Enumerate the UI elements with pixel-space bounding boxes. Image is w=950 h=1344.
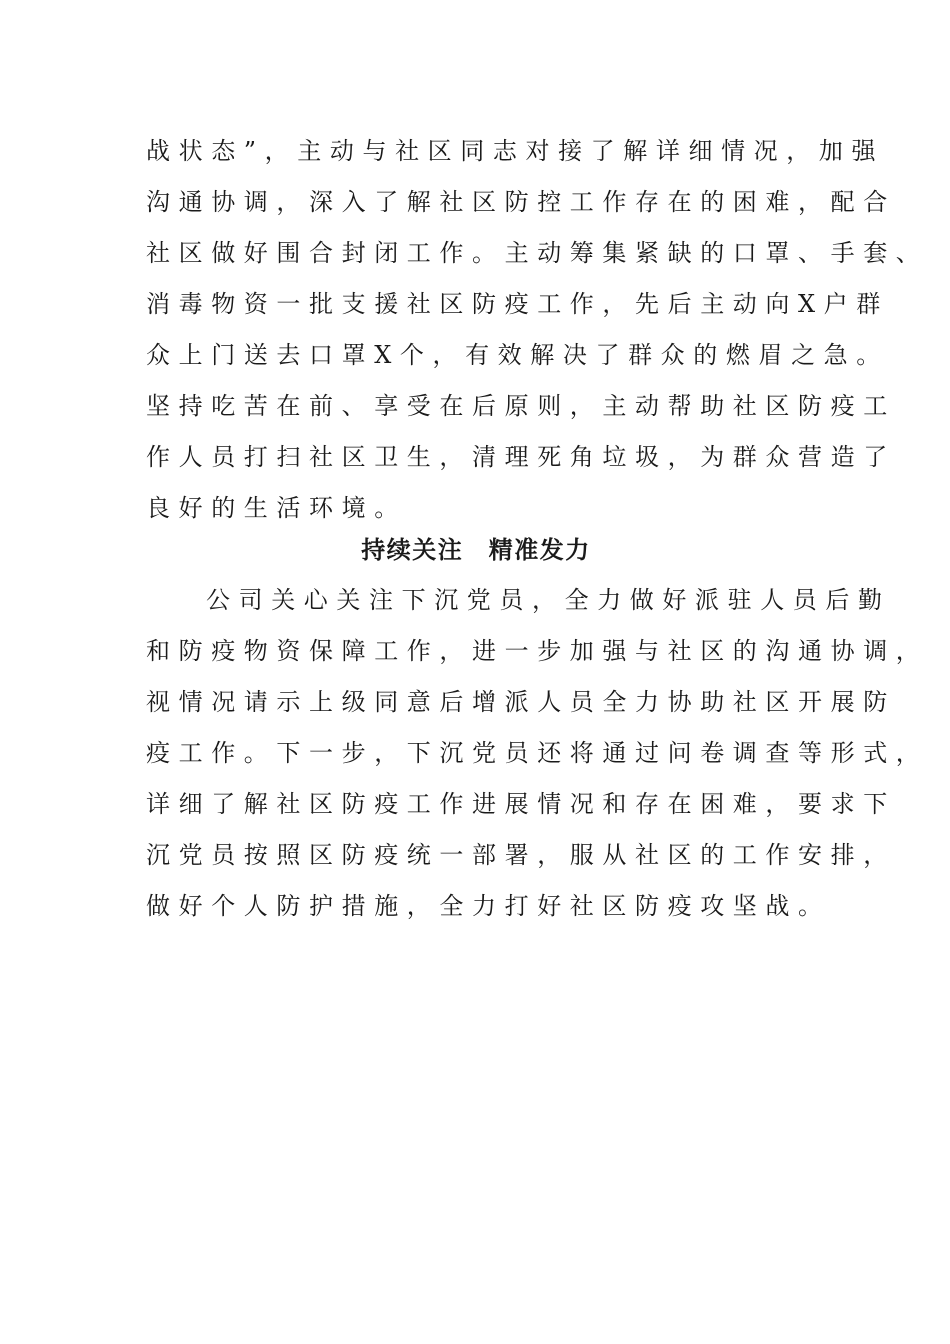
- paragraph-2: [146, 575, 929, 932]
- text-line: 做好个人防护措施，全力打好社区防疫攻坚战。: [146, 892, 831, 920]
- text-line: 详细了解社区防疫工作进展情况和存在困难，要求下: [146, 790, 896, 818]
- text-line: 疫工作。下一步，下沉党员还将通过问卷调查等形式，: [146, 739, 929, 767]
- text-line: 众上门送去口罩X个，有效解决了群众的燃眉之急。: [146, 341, 889, 369]
- text-line: 沟通协调，深入了解社区防控工作存在的困难，配合: [146, 188, 896, 216]
- text-line: 消毒物资一批支援社区防疫工作，先后主动向X户群: [146, 290, 889, 318]
- text-line: 公司关心关注下沉党员，全力做好派驻人员后勤: [206, 586, 891, 614]
- text-line: 坚持吃苦在前、享受在后原则，主动帮助社区防疫工: [146, 392, 896, 420]
- section-heading: 持续关注 精准发力: [361, 536, 591, 564]
- text-line: 和防疫物资保障工作，进一步加强与社区的沟通协调，: [146, 637, 929, 665]
- text-line: 视情况请示上级同意后增派人员全力协助社区开展防: [146, 688, 896, 716]
- text-line: 作人员打扫社区卫生，清理死角垃圾，为群众营造了: [146, 443, 896, 471]
- text-line: 社区做好围合封闭工作。主动筹集紧缺的口罩、手套、: [146, 239, 929, 267]
- text-line: 良好的生活环境。: [146, 494, 407, 522]
- text-line: 沉党员按照区防疫统一部署，服从社区的工作安排，: [146, 841, 896, 869]
- paragraph-1: [146, 126, 929, 534]
- text-line: 战状态”，主动与社区同志对接了解详细情况，加强: [146, 137, 885, 165]
